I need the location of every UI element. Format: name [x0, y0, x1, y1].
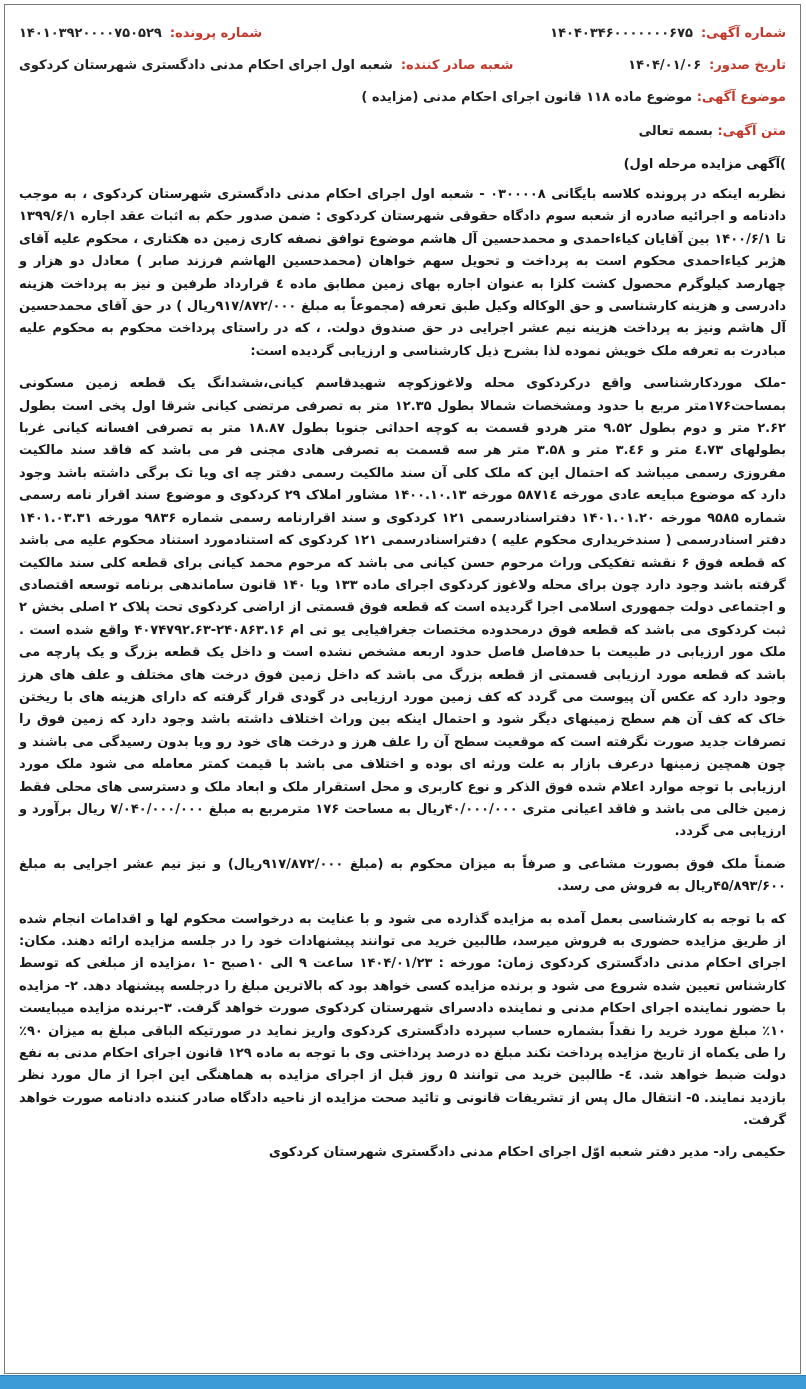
body-text-value: بسمه تعالی [638, 124, 713, 139]
paragraph-case: نظربه اینکه در پرونده کلاسه بایگانی ۰۳۰۰۰۰۸ - شعبه اول اجرای احکام مدنی دادگستری شهرستان کردکوی ، به موجب دادنامه و اجرائیه صادره از شعبه سوم دادگاه حقوقی شهرستان کردکوی : ضمن صدور حکم به اثبات عقد اجاره ۱۳۹۹/۶/۱ تا ۱۴۰۰/۶/۱ بین آقایان کیاءاحمدی و محمدحسین آل هاشم موضوع توافق نصفه کاری زمین ده هکتاری ، محکوم علیه آقای هژبر کیاءاحمدی محکوم است به پرداخت و تحویل سهم خواهان (محمدحسین الهاشم فرزند صابر ) معادل دو هزار و چهارصد کیلوگرم محصول کشت کلزا به عنوان اجاره بهای زمین مطابق ماده ٤ قرارداد طرفین و نیز به پرداخت هزینه دادرسی و هزینه کارشناسی و حق الوکاله وکیل طبق تعرفه (مجموعاً به مبلغ ۹۱۷/۸۷۲/۰۰۰ریال ) در حق آقای محمدحسین آل هاشم ونیز به پرداخت هزینه نیم عشر اجرایی در حق صندوق دولت. ، که در راستای پرداخت محکوم به محکوم علیه مبادرت به تعرفه ملک خویش نموده لذا بشرح ذیل کارشناسی و ارزیابی گردیده است: [19, 187, 786, 359]
notice-number-value: ۱۴۰۴۰۳۴۶۰۰۰۰۰۰۰۶۷۵ [550, 26, 693, 41]
issue-date-value: ۱۴۰۴/۰۱/۰۶ [628, 58, 702, 73]
header-row-2 [19, 57, 786, 75]
notice-number-label: شماره آگهی: [700, 26, 786, 41]
issue-date [628, 57, 786, 75]
subject-row [19, 89, 786, 107]
subject-value: موضوع ماده ۱۱۸ قانون اجرای احکام مدنی (مزایده ) [361, 90, 693, 105]
paragraph-property: -ملک موردکارشناسی واقع درکردکوی محله ولاغوزکوچه شهیدقاسم کیانی،ششدانگ یک قطعه زمین مسکونی بمساحت۱۷۶متر مربع با حدود ومشخصات شمالا بطول ۱۲.۳۵ متر به تصرفی مرتضی کیانی شرقا اول پخی است بطول ۲.۶۲ متر و دوم بطول ۹.۵۲ متر هردو قسمت به کوچه احداثی جنوبا بطول ۱۸.۸۷ متر به تصرفی افسانه کیانی غربا بطولهای ٤.۷۳ متر و ۳.٤۶ متر و ۳.۵۸ متر هر سه قسمت به تصرفی هادی مجنی فر می باشد که فاقد سند مالکیت مفروزی رسمی میباشد که احتمال این که ملک کلی آن سند مالکیت رسمی دفتر چه ای ویا تک برگی داشته باشد وجود دارد که موضوع مبایعه عادی مورخه ۵۸۷۱٤ مورخه ۱۴۰۰.۱۰.۱۳ مشاور املاک ۲۹ کردکوی و موضوع سند اقرار نامه رسمی شماره ۹۵۸۵ مورخه ۱۴۰۱.۰۱.۲۰ دفتراسنادرسمی ۱۲۱ کردکوی و سند اقرارنامه رسمی شماره ۹۸۳۶ مورخه ۱۴۰۱.۰۳.۳۱ دفتر اسنادرسمی ( سندخریداری محکوم علیه ) دفتراسنادرسمی ۱۲۱ کردکوی که استنادمورد استناد محکوم علیه می باشد که قطعه فوق ۶ نقشه تفکیکی وراث مرحوم حسن کیانی می باشد که مرحوم محمد کیانی برای قطعه کلی سند مالکیت گرفته باشد وجود دارد چون برای محله ولاغوز کردکوی اجرای ماده ۱۳۳ ویا ۱۴۰ قانون ساماندهی برنامه توسعه اقتصادی و اجتماعی دولت جمهوری اسلامی اجرا گردیده است که قطعه فوق قسمتی از اراضی کردکوی تحت پلاک ۲ اصلی بخش ۲ ثبت کردکوی می باشد که قطعه فوق درمحدوده مختصات جغرافیایی یو تی ام ۲۴۰۸۶۳.۱۶-۴۰۷۴۷۹۲.۶۳ واقع شده است . ملک مور ارزیابی در طبیعت با حدفاصل فاصل حدود اربعه مشخص نشده است و داخل یک قطعه بزرگ و یک پارچه می باشد که قطعه مورد ارزیابی قسمتی از قطعه بزرگ می باشد که داخل زمین فوق درخت های مختلف و علف های هرز وجود دارد که عکس آن پیوست می گردد که کف زمین مورد ارزیابی در گودی قرار گرفته که دارای هزینه های با ریختن خاک که کف آن هم سطح زمینهای دیگر شود و احتمال اینکه بین وراث اختلاف داشته باشد وجود دارد که زمین فوق را تصرفات جدید صورت نگرفته است که موقعیت سطح آن را علف هرز و درخت های خود رو ویا بدون رسیدگی می باشند و چون همچین زمینها درعرف بازار به علت ورثه ای بوده و اختلاف می باشد با قیمت کمتر معامله می شود ملک مورد ارزیابی با توجه موارد اعلام شده فوق الذکر و نوع کاربری و محل استقرار ملک و ابعاد ملک و دسترسی های محلی فقط زمین خالی می باشد و فاقد اعیانی متری ۴۰/۰۰۰/۰۰۰ریال به مساحت ۱۷۶ مترمربع به مبلغ ۷/۰۴۰/۰۰۰/۰۰۰ ریال برآورد و ارزیابی می گردد. [19, 376, 787, 840]
notice-frame [4, 4, 801, 1374]
signature: حکیمی راد- مدیر دفتر شعبه اوّل اجرای احکام مدنی دادگستری شهرستان کردکوی [268, 1144, 786, 1160]
issuer-label: شعبه صادر کننده: [400, 58, 514, 73]
body-text-label: متن آگهی: [717, 124, 786, 139]
file-number [19, 25, 262, 43]
auction-heading: )آگهی مزایده مرحله اول) [623, 157, 786, 172]
header-row-1 [19, 25, 786, 43]
paragraph-conditions: که با توجه به کارشناسی بعمل آمده به مزایده گذارده می شود و با عنایت به درخواست محکوم لها و اقدامات انجام شده از طریق مزایده حضوری به فروش میرسد، طالبین خرید می توانند پیشنهادات خود را در جلسه مزایده ارائه دهند. مکان: اجرای احکام مدنی دادگستری کردکوی زمان: مورخه : ۱۴۰۴/۰۱/۲۳ ساعت ۹ الی ۱۰صبح -۱ ،مزایده از مبلغی که توسط کارشناس تعیین شده شروع می شود و برنده مزایده کسی خواهد بود که بالاترین مبلغ را درجلسه پیشنهاد دهد. ۲- مزایده با حضور نماینده اجرای احکام مدنی و نماینده دادسرای شهرستان کردکوی صورت خواهد گرفت. ۳-برنده مزایده میبایست ۱۰٪ مبلغ مورد خرید را نقداً بشماره حساب سپرده دادگستری کردکوی واریز نماید در صورتیکه الباقی مبلغ به میزان ۹۰٪ را طی یکماه از تاریخ مزایده پرداخت نکند مبلغ ده درصد پرداختی وی با توجه به ماده ۱۲۹ قانون اجرای احکام مدنی به نفع دولت ضبط خواهد شد. ٤- طالبین خرید می توانند ۵ روز قبل از اجرای مزایده به هماهنگی این اجرا از مال مورد نظر بازدید نمایند. ۵- انتقال مال پس از تشریفات قانونی و تائید صحت مزایده از ناحیه دادگاه صادر کننده دادنامه صورت خواهد گرفت. [19, 911, 787, 1129]
file-number-label: شماره پرونده: [169, 26, 263, 41]
issuer [19, 57, 513, 75]
body-text-row [19, 123, 786, 141]
issuer-value: شعبه اول اجرای احکام مدنی دادگستری شهرستان کردکوی [19, 58, 393, 73]
paragraph-share: ضمناً ملک فوق بصورت مشاعی و صرفاً به میزان محکوم به (مبلغ ۹۱۷/۸۷۲/۰۰۰ریال) و نیز نیم عشر اجرایی به مبلغ ۴۵/۸۹۳/۶۰۰ریال به فروش می رسد. [19, 856, 786, 895]
file-number-value: ۱۴۰۱۰۳۹۲۰۰۰۰۷۵۰۵۲۹ [19, 26, 162, 41]
subject-label: موضوع آگهی: [696, 90, 786, 105]
notice-number [550, 25, 786, 43]
notice-content [19, 25, 786, 1163]
horizontal-scrollbar[interactable] [0, 1375, 806, 1389]
issue-date-label: تاریخ صدور: [709, 58, 786, 73]
